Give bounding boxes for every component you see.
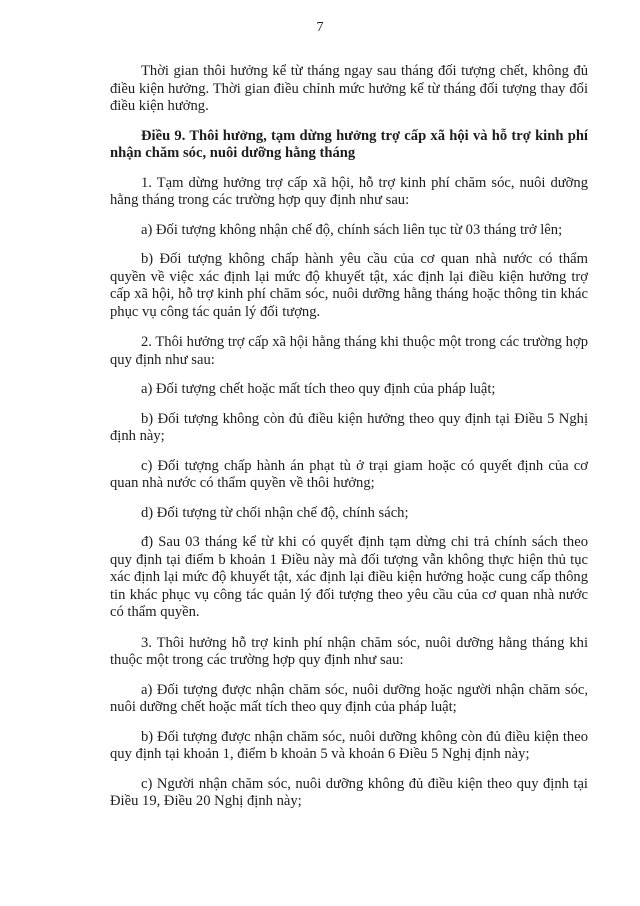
clause-2: 2. Thôi hưởng trợ cấp xã hội hằng tháng khi thuộc một trong các trường hợp quy định như sau:: [110, 334, 588, 368]
clause-1-point-b: b) Đối tượng không chấp hành yêu cầu của cơ quan nhà nước có thẩm quyền về việc xác định lại mức độ khuyết tật, xác định lại điều kiện hưởng trợ cấp xã hội, hỗ trợ kinh phí chăm sóc, nuôi dưỡng hằng tháng hoặc thông tin khác phục vụ công tác quản lý đối tượng.: [110, 251, 588, 320]
clause-3-point-a: a) Đối tượng được nhận chăm sóc, nuôi dưỡng hoặc người nhận chăm sóc, nuôi dưỡng chết hoặc mất tích theo quy định của pháp luật;: [110, 681, 588, 715]
clause-2-point-dd: đ) Sau 03 tháng kể từ khi có quyết định tạm dừng chi trả chính sách theo quy định tại điểm b khoản 1 Điều này mà đối tượng vẫn không thực hiện thủ tục xác định lại mức độ khuyết tật, xác định lại điều kiện hưởng hoặc cung cấp thông tin khác phục vụ công tác quản lý đối tượng theo yêu cầu của cơ quan nhà nước có thẩm quyền.: [110, 534, 588, 620]
clause-2-point-c: c) Đối tượng chấp hành án phạt tù ở trại giam hoặc có quyết định của cơ quan nhà nước có thẩm quyền về thôi hưởng;: [110, 457, 588, 491]
article-9-title: Điều 9. Thôi hưởng, tạm dừng hưởng trợ cấp xã hội và hỗ trợ kinh phí nhận chăm sóc, nuôi dưỡng hằng tháng: [110, 127, 588, 161]
page-number: 7: [316, 20, 324, 35]
clause-1: 1. Tạm dừng hưởng trợ cấp xã hội, hỗ trợ kinh phí chăm sóc, nuôi dưỡng hằng tháng trong các trường hợp quy định như sau:: [110, 174, 588, 208]
clause-2-point-b: b) Đối tượng không còn đủ điều kiện hưởng theo quy định tại Điều 5 Nghị định này;: [110, 410, 588, 444]
paragraph-benefit-period: Thời gian thôi hưởng kể từ tháng ngay sau tháng đối tượng chết, không đủ điều kiện hưởng. Thời gian điều chỉnh mức hưởng kể từ tháng đối tượng thay đổi điều kiện hưởng.: [110, 63, 588, 114]
clause-2-point-a: a) Đối tượng chết hoặc mất tích theo quy định của pháp luật;: [141, 381, 496, 397]
clause-3-point-b: b) Đối tượng được nhận chăm sóc, nuôi dưỡng không còn đủ điều kiện theo quy định tại khoản 1, điểm b khoản 5 và khoản 6 Điều 5 Nghị định này;: [110, 728, 588, 762]
clause-1-point-a: a) Đối tượng không nhận chế độ, chính sách liên tục từ 03 tháng trở lên;: [141, 221, 563, 238]
clause-2-point-d: d) Đối tượng từ chối nhận chế độ, chính sách;: [141, 504, 409, 521]
document-body: [110, 63, 588, 823]
clause-3: 3. Thôi hưởng hỗ trợ kinh phí nhận chăm sóc, nuôi dưỡng hằng tháng khi thuộc một trong các trường hợp quy định như sau:: [110, 634, 588, 668]
clause-3-point-c: c) Người nhận chăm sóc, nuôi dưỡng không đủ điều kiện theo quy định tại Điều 19, Điều 20 Nghị định này;: [110, 775, 588, 809]
